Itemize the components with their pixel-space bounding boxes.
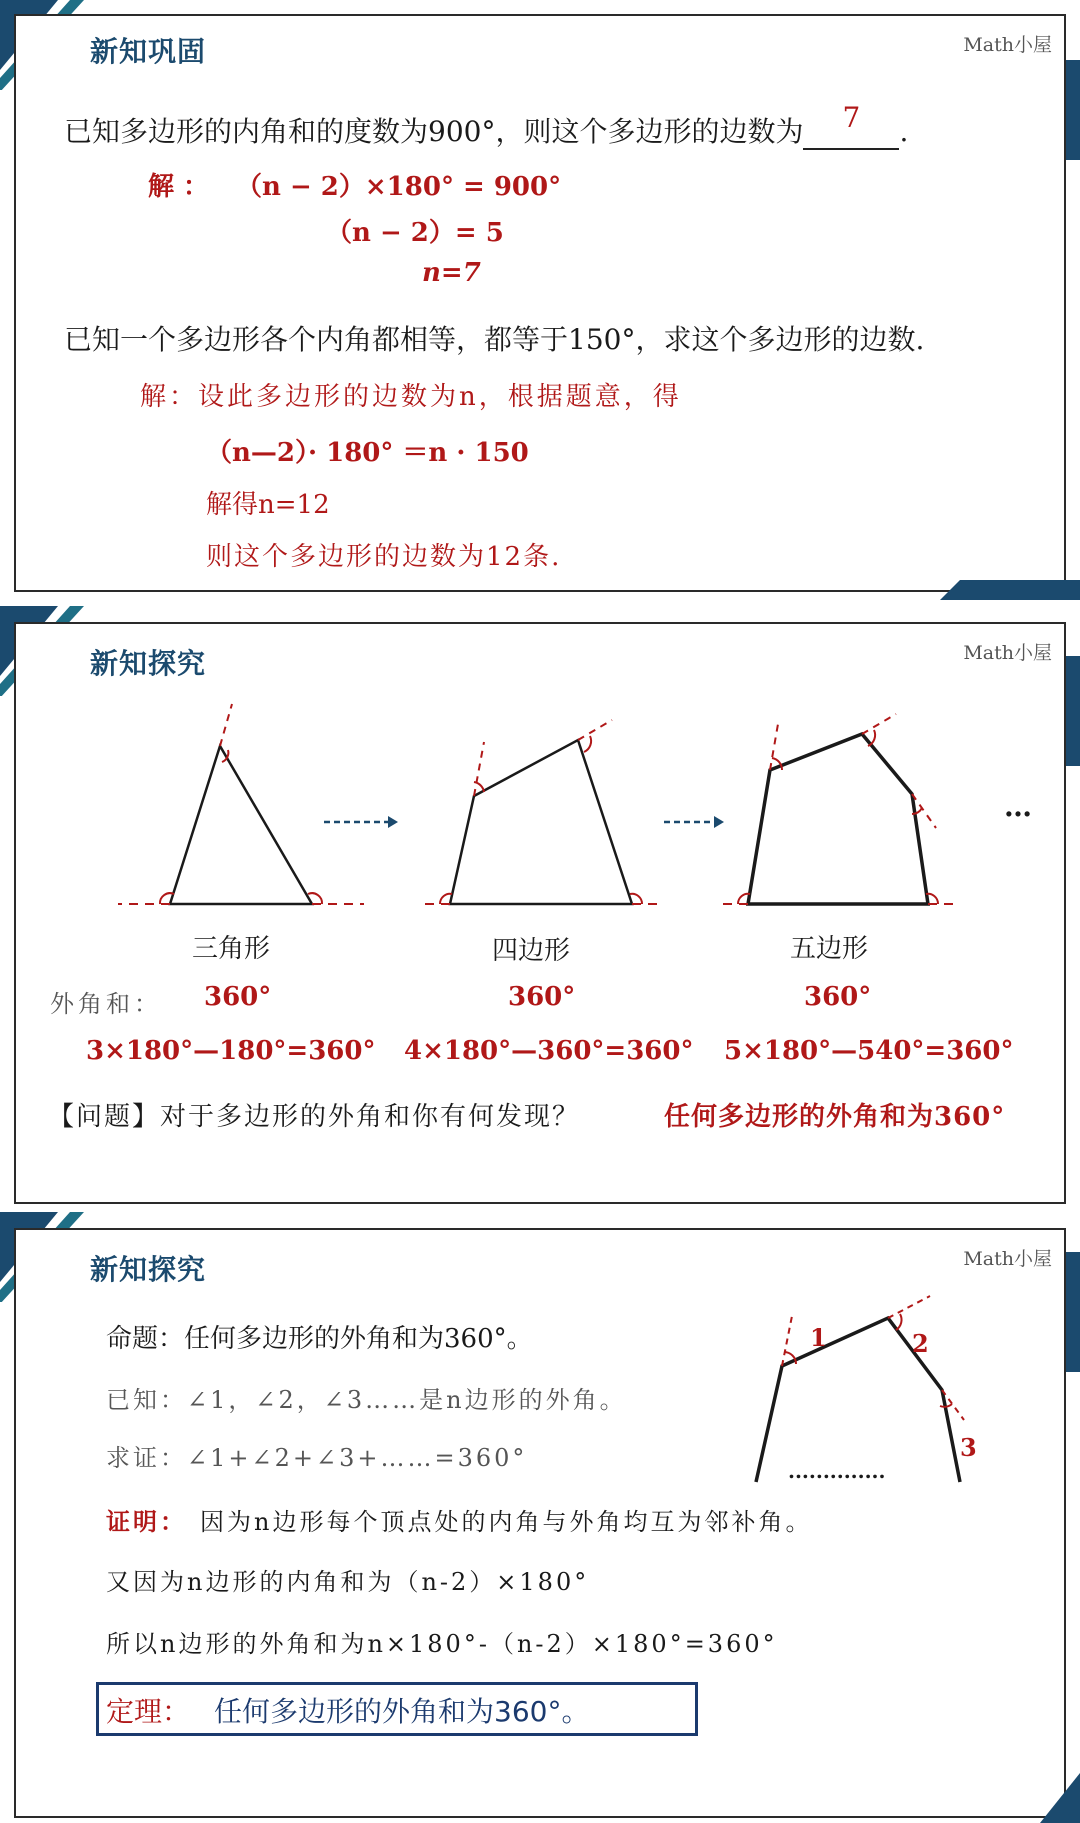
section-title: 新知探究 (90, 647, 207, 680)
question-1-text: 已知多边形的内角和的度数为900°，则这个多边形的边数为 (64, 115, 804, 148)
question-1-end: . (899, 115, 909, 148)
sum-pentagon: 360° (804, 982, 872, 1012)
proof-figure (740, 1282, 1000, 1492)
solution-2-line-3: 解得n=12 (206, 490, 330, 520)
question-label: 【问题】对于多边形的外角和你有何发现？ (48, 1102, 581, 1132)
triangle-figure (118, 704, 364, 904)
shape-name-quadrilateral: 四边形 (492, 936, 571, 966)
solution-1-line-3: n=7 (422, 258, 481, 288)
sum-triangle: 360° (204, 982, 272, 1012)
side-stripe (1066, 1252, 1080, 1372)
side-stripe (1066, 60, 1080, 160)
arrow-2 (664, 816, 724, 828)
brand-watermark: Math小屋 (963, 642, 1052, 664)
theorem-text: 任何多边形的外角和为360°。 (214, 1695, 590, 1728)
bottom-decoration (920, 1763, 1080, 1823)
exterior-sum-label: 外角和： (50, 990, 162, 1018)
formula-quadrilateral: 4×180°—360°=360° (404, 1036, 694, 1066)
section-title: 新知巩固 (90, 35, 207, 68)
answer-blank (803, 101, 899, 150)
answer-value: 7 (842, 101, 861, 134)
shape-name-triangle: 三角形 (192, 934, 271, 964)
slide-3 (0, 1212, 1080, 1823)
formula-pentagon: 5×180°—540°=360° (724, 1036, 1014, 1066)
slide-2 (0, 606, 1080, 1206)
solution-2-line-4: 则这个多边形的边数为12条. (206, 542, 562, 572)
quadrilateral-figure (424, 720, 664, 904)
solution-1-line-2: （n − 2）= 5 (326, 218, 504, 248)
solution-2-line-2: （n—2）· 180° ＝n · 150 (206, 438, 529, 468)
slide-1 (0, 0, 1080, 600)
given: 已知：∠1，∠2，∠3……是n边形的外角。 (106, 1386, 627, 1414)
bottom-decoration (880, 576, 1080, 600)
slide-frame (14, 14, 1066, 592)
question-1 (64, 101, 909, 150)
pentagon-figure (720, 714, 956, 904)
section-title: 新知探究 (90, 1253, 207, 1286)
arrow-1 (324, 816, 398, 828)
solution-label: 解 ： (148, 172, 210, 202)
sum-quadrilateral: 360° (508, 982, 576, 1012)
proof-line-1: 因为n边形每个顶点处的内角与外角均互为邻补角。 (200, 1508, 813, 1536)
angle-label-3: 3 (960, 1433, 977, 1462)
question-answer: 任何多边形的外角和为360° (664, 1102, 1006, 1132)
proof-line-2: 又因为n边形的内角和为（n-2）×180° (106, 1568, 590, 1596)
proof-label: 证明： (106, 1507, 187, 1536)
angle-label-1: 1 (810, 1323, 827, 1352)
proposition: 命题：任何多边形的外角和为360°。 (106, 1324, 533, 1354)
theorem-label: 定理： (106, 1695, 191, 1728)
solution-2-line-1: 解：设此多边形的边数为n，根据题意，得 (140, 382, 682, 412)
question-2: 已知一个多边形各个内角都相等，都等于150°，求这个多边形的边数. (64, 323, 925, 356)
shape-name-pentagon: 五边形 (790, 934, 869, 964)
brand-watermark: Math小屋 (963, 34, 1052, 56)
to-prove: 求证：∠1+∠2+∠3+……=360° (106, 1444, 528, 1472)
formula-triangle: 3×180°—180°=360° (86, 1036, 376, 1066)
ellipsis: … (1004, 790, 1032, 823)
brand-watermark: Math小屋 (963, 1248, 1052, 1270)
proof-line-3: 所以n边形的外角和为n×180°-（n-2）×180°=360° (106, 1630, 778, 1658)
polygon-diagrams (0, 666, 1080, 926)
solution-1-line-1: （n − 2）×180° = 900° (236, 172, 562, 202)
figure-dots: .............. (788, 1459, 886, 1483)
angle-label-2: 2 (912, 1329, 929, 1358)
